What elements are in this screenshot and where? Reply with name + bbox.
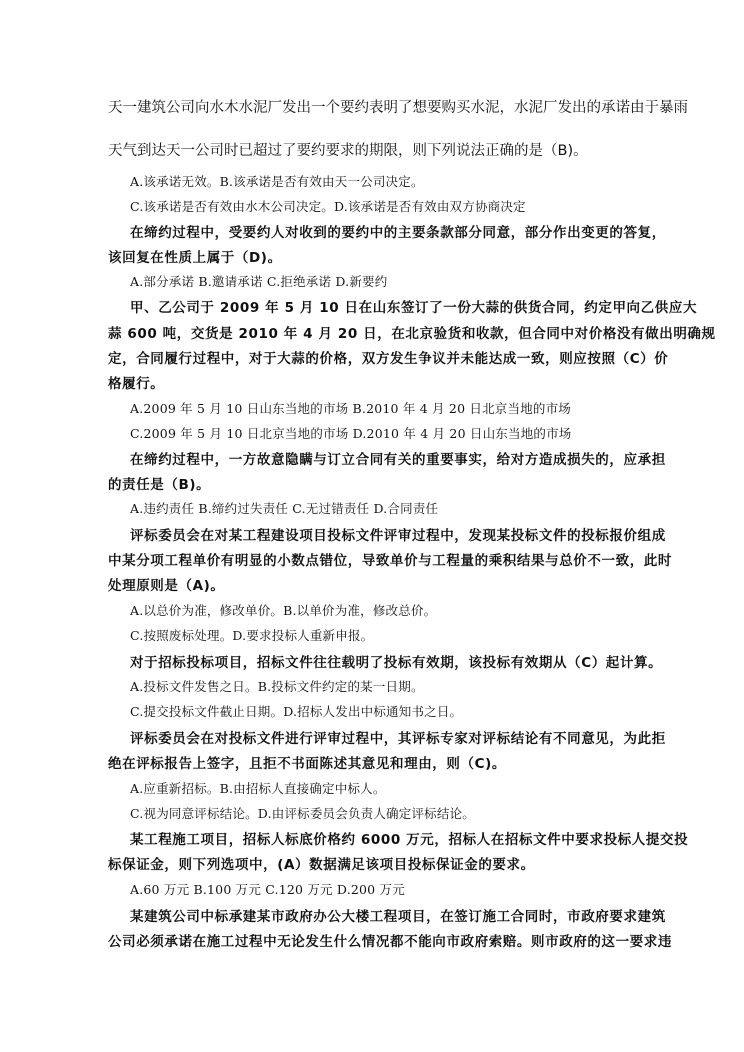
question-3-options-cd: C.2009 年 5 月 10 日北京当地的市场 D.2010 年 4 月 20 日山东当地的市场 bbox=[130, 426, 572, 441]
question-5-line-2: 中某分项工程单价有明显的小数点错位，导致单价与工程量的乘积结果与总价不一致，此时 bbox=[108, 553, 672, 569]
question-9-line-2: 公司必须承诺在施工过程中无论发生什么情况都不能向市政府索赔。则市政府的这一要求违 bbox=[108, 934, 672, 950]
question-6-options-ab: A.投标文件发售之日。B.投标文件约定的某一日期。 bbox=[130, 679, 424, 694]
question-2-options: A.部分承诺 B.邀请承诺 C.拒绝承诺 D.新要约 bbox=[130, 274, 388, 289]
question-5-options-ab: A.以总价为准，修改单价。B.以单价为准，修改总价。 bbox=[130, 603, 437, 618]
question-4-line-1: 在缔约过程中，一方故意隐瞒与订立合同有关的重要事实，给对方造成损失的，应承担 bbox=[130, 452, 666, 468]
question-6-options-cd: C.提交投标文件截止日期。D.招标人发出中标通知书之日。 bbox=[130, 704, 463, 719]
question-3-options-ab: A.2009 年 5 月 10 日山东当地的市场 B.2010 年 4 月 20 日北京当地的市场 bbox=[130, 401, 572, 416]
question-2-line-1: 在缔约过程中，受要约人对收到的要约中的主要条款部分同意，部分作出变更的答复， bbox=[130, 225, 666, 241]
question-8-options: A.60 万元 B.100 万元 C.120 万元 D.200 万元 bbox=[130, 882, 405, 897]
question-3-line-4: 格履行。 bbox=[108, 376, 165, 392]
question-2-line-2: 该回复在性质上属于（D)。 bbox=[108, 250, 282, 266]
question-7-options-cd: C.视为同意评标结论。D.由评标委员会负责人确定评标结论。 bbox=[130, 806, 475, 821]
question-1-line-2: 天气到达天一公司时已超过了要约要求的期限，则下列说法正确的是（B)。 bbox=[108, 143, 588, 159]
question-6-line-1: 对于招标投标项目，招标文件往往载明了投标有效期，该投标有效期从（C）起计算。 bbox=[130, 655, 663, 671]
question-3-line-1: 甲、乙公司于 2009 年 5 月 10 日在山东签订了一份大蒜的供货合同，约定甲向乙供应大 bbox=[130, 300, 698, 316]
question-3-line-2: 蒜 600 吨，交货是 2010 年 4 月 20 日，在北京验货和收款，但合同中对价格没有做出明确规 bbox=[108, 326, 716, 342]
question-1-options-cd: C.该承诺是否有效由水木公司决定。D.该承诺是否有效由双方协商决定 bbox=[130, 199, 526, 214]
question-5-line-1: 评标委员会在对某工程建设项目投标文件评审过程中，发现某投标文件的投标报价组成 bbox=[130, 528, 666, 544]
question-3-line-3: 定，合同履行过程中，对于大蒜的价格，双方发生争议并未能达成一致，则应按照（C）价 bbox=[108, 351, 669, 367]
question-1-options-ab: A.该承诺无效。B.该承诺是否有效由天一公司决定。 bbox=[130, 174, 424, 189]
question-9-line-1: 某建筑公司中标承建某市政府办公大楼工程项目，在签订施工合同时，市政府要求建筑 bbox=[130, 909, 666, 925]
question-7-line-2: 绝在评标报告上签字，且拒不书面陈述其意见和理由，则（C)。 bbox=[108, 756, 506, 772]
question-1-line-1: 天一建筑公司向水木水泥厂发出一个要约表明了想要购买水泥，水泥厂发出的承诺由于暴雨 bbox=[108, 100, 688, 116]
question-5-line-3: 处理原则是（A)。 bbox=[108, 578, 225, 594]
question-7-line-1: 评标委员会在对投标文件进行评审过程中，其评标专家对评标结论有不同意见，为此拒 bbox=[130, 731, 666, 747]
question-4-options: A.违约责任 B.缔约过失责任 C.无过错责任 D.合同责任 bbox=[130, 501, 439, 516]
question-5-options-cd: C.按照废标处理。D.要求投标人重新申报。 bbox=[130, 628, 374, 643]
question-7-options-ab: A.应重新招标。B.由招标人直接确定中标人。 bbox=[130, 781, 386, 796]
question-8-line-2: 标保证金，则下列选项中，(A）数据满足该项目投标保证金的要求。 bbox=[108, 857, 535, 873]
question-4-line-2: 的责任是（B)。 bbox=[108, 477, 211, 493]
question-8-line-1: 某工程施工项目，招标人标底价格约 6000 万元，招标人在招标文件中要求投标人提交投 bbox=[130, 832, 689, 848]
